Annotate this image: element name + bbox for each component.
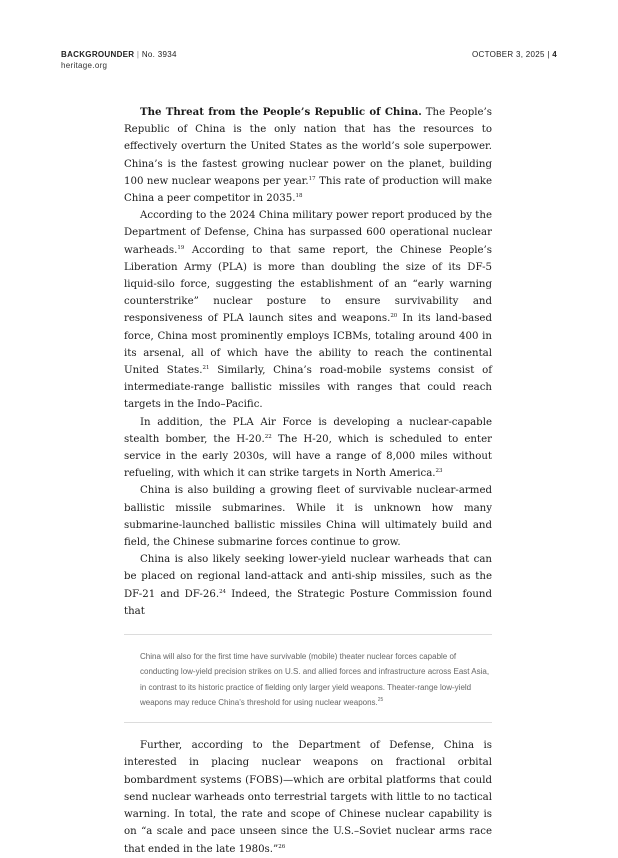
- paragraph-text: Indeed, the Strategic Posture Commission found that: [124, 588, 492, 617]
- paragraph-text: China is also building a growing fleet of survivable nuclear-armed ballistic missile submarines. While it is unknown how many submarine-launched ballistic missiles China will ultimately build and field, the Chinese submarine forces continue to grow.: [124, 485, 492, 549]
- footnote-ref[interactable]: 22: [264, 433, 272, 440]
- paragraph-fobs: [124, 737, 492, 857]
- paragraph-text: Further, according to the Department of Defense, China is interested in placing nuclear weapons on fractional orbital bombardment systems (FOBS)—which are orbital platforms that could send nuclear warheads onto terrestrial targets with little to no tactical warning. In total, the rate and scope of Chinese nuclear capability is on “a scale and pace unseen since the U.S.–Soviet nuclear arms race that ended in the late 1980s.”: [124, 740, 492, 855]
- paragraph-text: According to the 2024 China military power report produced by the Department of Defense, China has surpassed 600 operational nuclear warheads.: [124, 210, 492, 256]
- header-date-line: [472, 50, 557, 60]
- series-name: BACKGROUNDER: [61, 50, 135, 59]
- header-separator: |: [136, 50, 140, 59]
- footnote-ref[interactable]: 17: [308, 175, 316, 182]
- paragraph-china-threat: [124, 104, 492, 207]
- footnote-ref[interactable]: 25: [377, 696, 384, 703]
- paragraph-text: The People’s Republic of China is the only nation that has the resources to effectively overturn the United States as the world’s sole superpower. China’s is the fastest growing nuclear power on the planet, building 100 new nuclear weapons per year.: [124, 107, 492, 187]
- paragraph-text: The H-20, which is scheduled to enter service in the early 2030s, will have a range of 8,000 miles without refueling, with which it can strike targets in North America.: [124, 433, 492, 480]
- site-name: heritage.org: [61, 61, 108, 70]
- report-number: No. 3934: [141, 50, 177, 59]
- section-heading: The Threat from the People’s Republic of China.: [140, 106, 422, 118]
- footnote-ref[interactable]: 20: [390, 313, 398, 320]
- quote-text: China will also for the first time have survivable (mobile) theater nuclear forces capable of conducting low-yield precision strikes on U.S. and allied forces and infrastructure across East Asia, in contrast to its historic practice of fielding only larger yield weapons. Theater-range low-yield weapons may reduce China’s threshold for using nuclear weapons.: [140, 652, 490, 707]
- page-number: 4: [552, 50, 557, 59]
- header-series-line: [61, 50, 177, 60]
- footnote-ref[interactable]: 19: [177, 244, 185, 251]
- paragraph-text: In addition, the PLA Air Force is developing a nuclear-capable stealth bomber, the H-20.: [124, 416, 492, 445]
- paragraph-low-yield: [124, 551, 492, 620]
- paragraph-text: According to that same report, the Chinese People’s Liberation Army (PLA) is more than doubling the size of its DF-5 liquid-silo force, suggesting the establishment of an “early warning counterstrike” nuclear posture to ensure survivability and responsiveness of PLA launch sites and weapons.: [124, 244, 492, 325]
- quote-divider-bottom: [124, 722, 492, 723]
- paragraph-submarines: [124, 482, 492, 551]
- footnote-ref[interactable]: 24: [219, 588, 227, 595]
- publication-date: OCTOBER 3, 2025: [471, 50, 545, 59]
- footnote-ref[interactable]: 26: [278, 843, 286, 850]
- block-quote: [140, 647, 492, 710]
- paragraph-text: In its land-based force, China most prominently employs ICBMs, totaling around 400 in its arsenal, all of which have the ability to reach the continental United States.: [124, 313, 492, 377]
- article-body: [124, 104, 492, 858]
- footnote-ref[interactable]: 18: [295, 193, 303, 200]
- paragraph-air-force: [124, 414, 492, 483]
- paragraph-text: Similarly, China’s road-mobile systems consist of intermediate-range ballistic missiles with ranges that could reach targets in the Indo–Pacific.: [124, 365, 492, 411]
- footnote-ref[interactable]: 23: [435, 468, 443, 475]
- paragraph-text: This rate of production will make China a peer competitor in 2035.: [124, 175, 492, 205]
- header-separator-right: |: [547, 50, 550, 59]
- paragraph-dod-report: [124, 207, 492, 413]
- quote-divider-top: [124, 634, 492, 635]
- footnote-ref[interactable]: 21: [202, 365, 210, 372]
- paragraph-text: China is also likely seeking lower-yield nuclear warheads that can be placed on regional land-attack and anti-ship missiles, such as the DF-21 and DF-26.: [124, 554, 492, 600]
